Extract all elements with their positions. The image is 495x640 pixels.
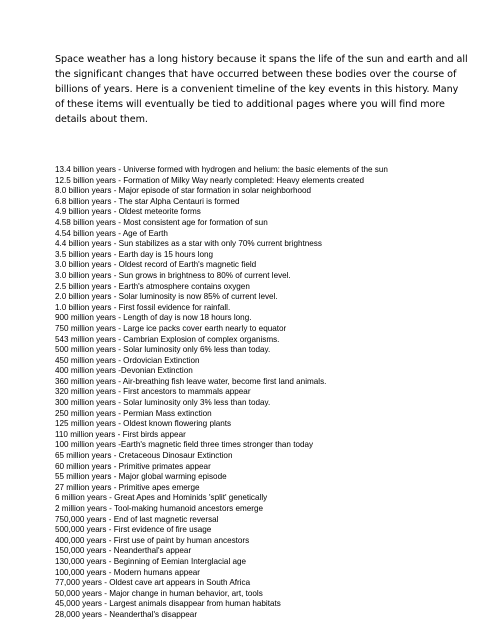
timeline-entry: 4.4 billion years - Sun stabilizes as a star with only 70% current brightness [55,239,322,249]
intro-line: details about them. [55,114,148,125]
timeline-entry: 320 million years - First ancestors to mammals appear [55,387,251,397]
timeline-entry: 45,000 years - Largest animals disappear from human habitats [55,599,281,609]
timeline-entry: 6 million years - Great Apes and Hominids 'split' genetically [55,493,268,503]
timeline-entry: 150,000 years - Neanderthal's appear [55,546,192,556]
timeline-entry: 28,000 years - Neanderthal's disappear [55,609,198,619]
timeline-entry: 1.0 billion years - First fossil evidence for rainfall. [55,302,231,312]
timeline-entry: 3.0 billion years - Oldest record of Earth's magnetic field [55,260,257,270]
timeline-entry: 60 million years - Primitive primates appear [55,461,211,471]
intro-line: the significant changes that have occurred between these bodies over the course of [55,69,457,80]
timeline-entry: 2.0 billion years - Solar luminosity is now 85% of current level. [55,292,278,302]
timeline-entry: 250 million years - Permian Mass extinction [55,408,212,418]
timeline-entry: 750 million years - Large ice packs cover earth nearly to equator [55,323,287,333]
intro-line: of these items will eventually be tied to additional pages where you will find more [55,99,445,110]
timeline-entry: 3.5 billion years - Earth day is 15 hours long [55,249,214,259]
intro-line: Space weather has a long history because it spans the life of the sun and earth and all [55,54,468,65]
timeline-entry: 450 million years - Ordovician Extinction [55,355,200,365]
timeline-entry: 13.4 billion years - Universe formed with hydrogen and helium: the basic elements of the sun [55,165,388,174]
timeline-entry: 8.0 billion years - Major episode of star formation in solar neighborhood [55,186,312,196]
timeline-entry: 400 million years -Devonian Extinction [55,366,193,376]
timeline-entry: 500,000 years - First evidence of fire usage [55,525,212,535]
timeline-entry: 77,000 years - Oldest cave art appears in South Africa [55,578,251,588]
timeline-entry: 6.8 billion years - The star Alpha Centauri is formed [55,196,240,206]
timeline-entry: 2.5 billion years - Earth's atmosphere contains oxygen [55,281,250,291]
timeline-entry: 100 million years -Earth's magnetic field three times stronger than today [55,440,314,450]
timeline-entry: 360 million years - Air-breathing fish leave water, become first land animals. [55,376,327,386]
timeline-entry: 130,000 years - Beginning of Eemian Interglacial age [55,556,247,566]
timeline-entry: 4.58 billion years - Most consistent age for formation of sun [55,217,268,227]
timeline-entry: 65 million years - Cretaceous Dinosaur Extinction [55,451,233,461]
timeline-entry: 12.5 billion years - Formation of Milky Way nearly completed: Heavy elements created [55,175,365,185]
intro-line: billions of years. Here is a convenient timeline of the key events in this history. Many [55,84,459,95]
timeline-entry: 4.9 billion years - Oldest meteorite forms [55,207,201,217]
timeline-entry: 900 million years - Length of day is now 18 hours long. [55,313,252,323]
timeline-entry: 125 million years - Oldest known flowering plants [55,419,232,429]
timeline-entry: 55 million years - Major global warming episode [55,472,227,482]
timeline-entry: 3.0 billion years - Sun grows in brightness to 80% of current level. [55,270,291,280]
intro-paragraph [55,52,485,127]
timeline-entry: 100,000 years - Modern humans appear [55,567,200,577]
timeline-entry: 4.54 billion years - Age of Earth [55,228,168,238]
timeline-entry: 500 million years - Solar luminosity only 6% less than today. [55,345,271,355]
timeline-entry: 2 million years - Tool-making humanoid ancestors emerge [55,504,264,513]
timeline-entry: 400,000 years - First use of paint by human ancestors [55,535,250,545]
timeline-list [55,165,485,621]
timeline-entry: 50,000 years - Major change in human behavior, art, tools [55,588,263,598]
timeline-entry: 300 million years - Solar luminosity only 3% less than today. [55,398,271,408]
timeline-entry: 750,000 years - End of last magnetic reversal [55,514,219,524]
timeline-entry: 543 million years - Cambrian Explosion of complex organisms. [55,334,280,344]
timeline-entry: 27 million years - Primitive apes emerge [55,482,200,492]
timeline-entry: 110 million years - First birds appear [55,429,186,439]
